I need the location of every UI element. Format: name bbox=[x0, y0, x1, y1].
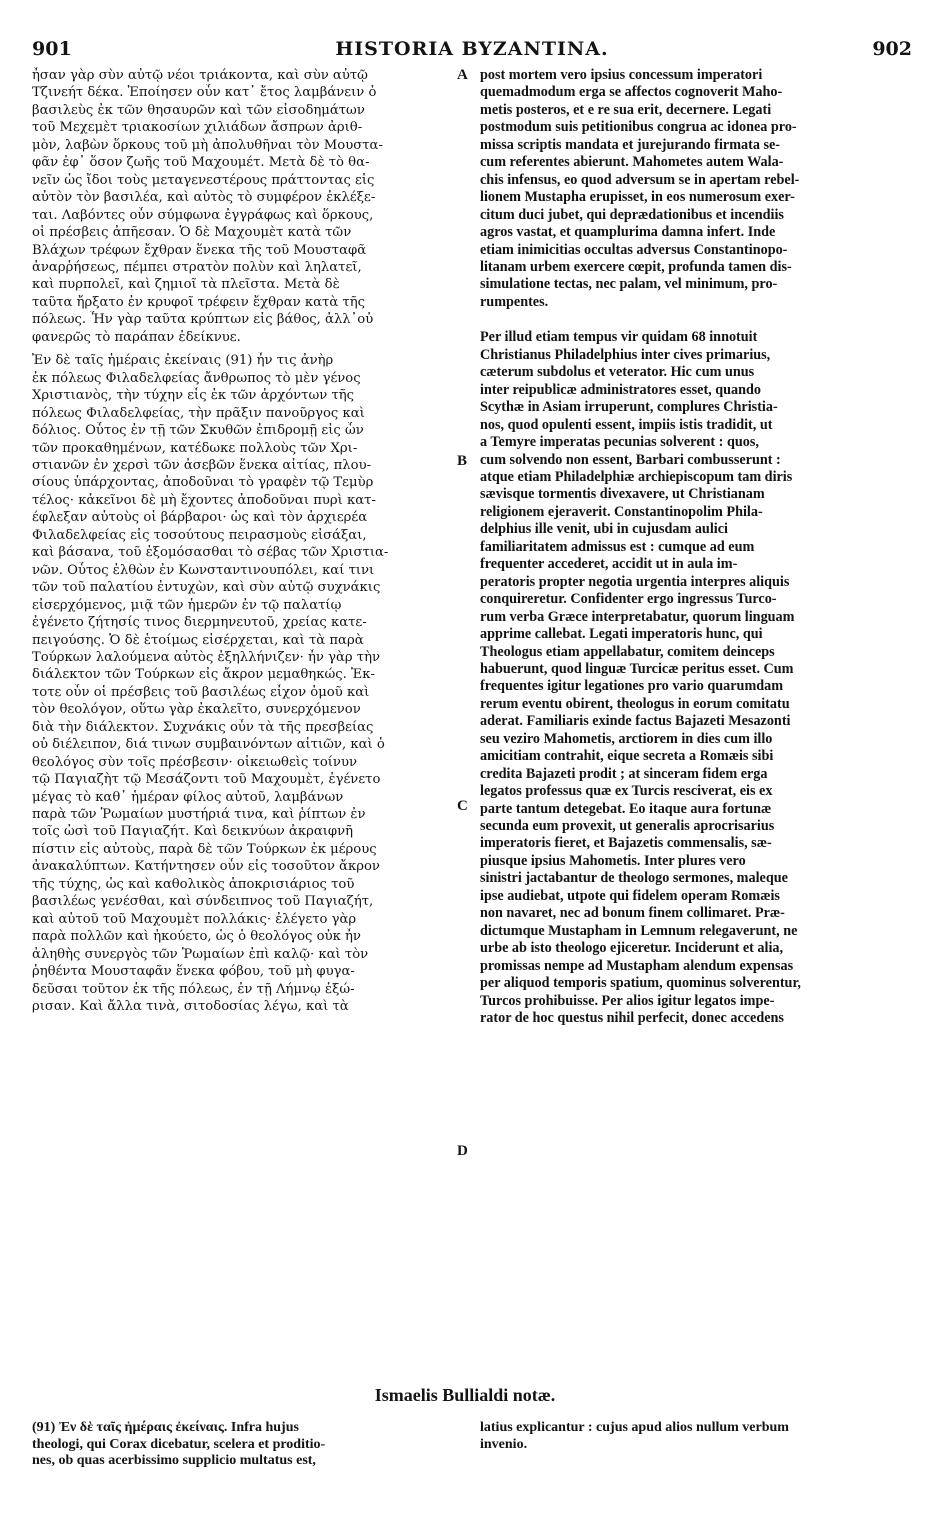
latin-text-line: piusque ipsius Mahometis. Inter plures vero bbox=[480, 852, 746, 869]
greek-text-line: Χριστιανὸς, τὴν τύχην εἷς ἐκ τῶν ἀρχόντων τῆς bbox=[32, 388, 355, 404]
greek-text-line: ρισαν. Καὶ ἄλλα τινὰ, σιτοδοσίας λέγω, καὶ τὰ bbox=[32, 999, 349, 1015]
note-line: (91) Ἐν δὲ ταῖς ἡμέραις ἐκείναις. Infra hujus bbox=[32, 1420, 299, 1435]
greek-text-line: φανερῶς τὸ παράπαν ἐδείκνυε. bbox=[32, 329, 241, 345]
running-head bbox=[32, 38, 912, 66]
greek-text-line: νεῖν ὡς ἴδοι τοὺς μεταγενεστέρους πράττοντας εἰς bbox=[32, 172, 375, 188]
latin-text-line: frequenter accederet, accidit ut in aula im- bbox=[480, 556, 738, 573]
greek-text-line: καὶ βάσανα, τοῦ ἐξομόσασθαι τὸ σέβας τῶν Χριστια- bbox=[32, 545, 389, 561]
greek-text-line: ἀνακαλύπτων. Κατήντησεν οὖν εἰς τοσοῦτον ἄκρον bbox=[32, 859, 380, 875]
greek-text-line: στιανῶν ἐν χερσὶ τῶν ἀσεβῶν ἕνεκα αἰτίας, πλου- bbox=[32, 457, 372, 473]
greek-text-line: Βλάχων τρέφων ἔχθραν ἕνεκα τῆς τοῦ Μουσταφᾶ bbox=[32, 242, 367, 258]
greek-text-line: μέγας τὸ καθ᾽ ἡμέραν φίλος αὐτοῦ, λαμβάνων bbox=[32, 789, 344, 805]
latin-text-line: legatos professus quæ ex Turcis resciverat, eis ex bbox=[480, 783, 773, 800]
latin-text-line: Per illud etiam tempus vir quidam 68 innotuit bbox=[480, 329, 758, 346]
greek-text-line: σίους ὑπάρχοντας, ἀποδοῦναι τὸ γραφὲν τῷ Τεμὺρ bbox=[32, 475, 374, 491]
notes-right-column bbox=[480, 1420, 898, 1453]
latin-text-line: simulatione tectas, nec palam, vel minimum, pro- bbox=[480, 276, 778, 293]
page-number-left: 901 bbox=[32, 38, 72, 60]
greek-text-column bbox=[32, 67, 450, 1015]
latin-text-line: sævisque tormentis divexavere, ut Christianam bbox=[480, 486, 765, 503]
latin-text-line: rum verba Græce interpretabatur, quorum linguam bbox=[480, 608, 795, 625]
greek-text-line: τοῦ Μεχεμὲτ τριακοσίων χιλιάδων ἄσπρων ἀριθ- bbox=[32, 120, 363, 136]
latin-text-line: conquireretur. Confidenter ergo ingressus Turco- bbox=[480, 591, 777, 608]
margin-marker-a: A bbox=[457, 67, 468, 83]
greek-text-line: αὐτὸν τὸν βασιλέα, καὶ αὐτὸς τὸ συμφέρον ἐκλέξε- bbox=[32, 190, 376, 206]
latin-text-line: lionem Mustapha erupisset, in eos numerosum exer- bbox=[480, 189, 795, 206]
latin-text-line: Theologus etiam appellabatur, comitem deinceps bbox=[480, 643, 775, 660]
latin-text-line: familiaritatem admissus est : cumque ad eum bbox=[480, 538, 755, 555]
greek-text-line: φᾶν ἐφ᾽ ὅσον ζωῆς τοῦ Μαχουμέτ. Μετὰ δὲ τὸ θα- bbox=[32, 155, 370, 171]
greek-text-line: καὶ αὐτοῦ τοῦ Μαχουμὲτ πολλάκις· ἐλέγετο γὰρ bbox=[32, 911, 357, 927]
latin-text-line: chis infensus, eo quod adversum se in apertam rebel- bbox=[480, 171, 800, 188]
latin-text-line: sinistri jactabantur de theologo sermones, maleque bbox=[480, 870, 788, 887]
latin-text-line: rumpentes. bbox=[480, 293, 549, 310]
latin-text-line: etiam inimicitias occultas adversus Constantinopo- bbox=[480, 241, 788, 258]
latin-text-line: parte tantum detegebat. Eo itaque aura fortunæ bbox=[480, 800, 772, 817]
latin-text-line: a Temyre imperatas pecunias solverent : quos, bbox=[480, 434, 759, 451]
greek-text-line: ται. Λαβόντες οὖν σύμφωνα ἐγγράφως καὶ ὅρκους, bbox=[32, 207, 374, 223]
latin-text-line: habuerunt, quod linguæ Turcicæ peritus esset. Cum bbox=[480, 660, 794, 677]
greek-text-line: διάλεκτον τῶν Τούρκων εἰς ἄκρον μεμαθηκώς. Ἐκ- bbox=[32, 667, 375, 683]
latin-text-line: citum duci jubet, qui deprædationibus et incendiis bbox=[480, 206, 784, 223]
latin-text-line: nos, quod opulenti essent, impiis istis tradidit, ut bbox=[480, 416, 773, 433]
latin-text-line: agros vastat, et quamplurima damna infert. Inde bbox=[480, 224, 776, 241]
greek-text-line: τοτε οὖν οἱ πρέσβεις τοῦ βασιλέως εἶχον ὁμοῦ καὶ bbox=[32, 684, 370, 700]
page-number-right: 902 bbox=[872, 38, 912, 60]
latin-text-line: credita Bajazeti prodit ; at sinceram fidem erga bbox=[480, 765, 768, 782]
latin-text-line: rator de hoc questus nihil perfecit, donec accedens bbox=[480, 1010, 784, 1027]
latin-text-column bbox=[480, 67, 898, 1027]
latin-text-line: frequentes igitur legationes pro vario quarumdam bbox=[480, 678, 784, 695]
greek-text-line: Τούρκων λαλούμενα αὐτὸς ἐξηλλήνιζεν· ἦν γὰρ τὴν bbox=[32, 649, 381, 665]
latin-text-line: Christianus Philadelphius inter cives primarius, bbox=[480, 346, 771, 363]
latin-text-line: quemadmodum erga se affectos cognoverit Maho- bbox=[480, 84, 783, 101]
note-line: invenio. bbox=[480, 1436, 528, 1452]
latin-text-line: cum solvendo non essent, Barbari combusserunt : bbox=[480, 451, 781, 468]
greek-text-line: τῶν τοῦ παλατίου ἐντυχὼν, καὶ σὺν αὐτῷ συχνάκις bbox=[32, 580, 381, 596]
greek-text-line: καὶ πυρπολεῖ, καὶ ζημιοῖ τὰ πλεῖστα. Μετὰ δὲ bbox=[32, 277, 340, 293]
latin-text-line: metis posteros, et e re sua erit, decernere. Legati bbox=[480, 101, 772, 118]
greek-text-line: οἱ πρέσβεις ἀπῆεσαν. Ὁ δὲ Μαχουμὲτ κατὰ τῶν bbox=[32, 225, 352, 241]
note-line: latius explicantur : cujus apud alios nullum verbum bbox=[480, 1420, 789, 1435]
latin-text-line: postmodum suis petitionibus congrua ac idonea pro- bbox=[480, 119, 797, 136]
greek-text-line: πόλεως Φιλαδελφείας, τὴν πρᾶξιν πανοῦργος καὶ bbox=[32, 405, 365, 421]
latin-text-line: amicitiam contrahit, eique secreta a Romæis sibi bbox=[480, 748, 774, 765]
notes-title: Ismaelis Bullialdi notæ. bbox=[374, 1385, 556, 1405]
note-line: nes, ob quas acerbissimo supplicio multatus est, bbox=[32, 1453, 316, 1468]
latin-text-line: urbe ab isto theologo ejiceretur. Inciderunt et alia, bbox=[480, 940, 784, 957]
latin-text-line: litanam urbem exercere cœpit, profunda tamen dis- bbox=[480, 258, 792, 275]
greek-text-line: τέλος· κἀκεῖνοι δὲ μὴ ἔχοντες ἀποδοῦναι πυρὶ κατ- bbox=[32, 492, 376, 508]
greek-text-line: πειγούσης. Ὁ δὲ ἑτοίμως εἰσέρχεται, καὶ τὰ παρὰ bbox=[32, 632, 364, 648]
greek-text-line: τοῖς ὠσὶ τοῦ Παγιαζήτ. Καὶ δεικνύων ἀκραιφνῆ bbox=[32, 824, 354, 840]
latin-text-line: rerum eventu obirent, theologus in eorum comitatu bbox=[480, 695, 790, 712]
greek-text-line: ἦσαν γὰρ σὺν αὐτῷ νέοι τριάκοντα, καὶ σὺν αὐτῷ bbox=[32, 68, 368, 83]
greek-text-line: τῶν προκαθημένων, κατέδωκε πολλοὺς τῶν Χρι- bbox=[32, 440, 358, 456]
greek-text-line: τὸν θεολόγον, οὕτω γὰρ ἐκαλεῖτο, συνερχόμενον bbox=[32, 702, 361, 718]
latin-text-line: missa scriptis mandata et jurejurando firmata se- bbox=[480, 136, 781, 153]
latin-text-line: per aliquod temporis spatium, quominus solverentur, bbox=[480, 975, 801, 992]
latin-text-line: inter reipublicæ administratores esset, quando bbox=[480, 381, 762, 398]
latin-text-line: religionem ejeraverit. Constantinopolim Phila- bbox=[480, 503, 763, 520]
latin-text-line: ipse audiebat, utpote qui fidelem operam Romæis bbox=[480, 887, 780, 904]
greek-text-line: ἐκ πόλεως Φιλαδελφείας ἄνθρωπος τὸ μὲν γένος bbox=[32, 370, 361, 386]
greek-text-line: Ἐν δὲ ταῖς ἡμέραις ἐκείναις (91) ἦν τις ἀνὴρ bbox=[32, 353, 334, 369]
latin-text-line: peratoris propter negotia urgentia interpres aliquis bbox=[480, 573, 790, 590]
greek-text-line: οὐ διέλειπον, διά τινων συμβαινόντων αἰτιῶν, καὶ ὁ bbox=[32, 737, 385, 753]
latin-text-line: cæterum subdolus et veterator. Hic cum unus bbox=[480, 364, 755, 381]
latin-text-line: cum referentes abierunt. Mahometes autem Wala- bbox=[480, 154, 784, 171]
greek-text-line: ἀναρῥήσεως, πέμπει στρατὸν πολὺν καὶ ληλατεῖ, bbox=[32, 259, 362, 275]
greek-text-line: ἐγένετο ζήτησίς τινος διερμηνευτοῦ, χρείας κατε- bbox=[32, 615, 367, 631]
greek-text-line: τῷ Παγιαζὴτ τῷ Μεσάζοντι τοῦ Μαχουμὲτ, ἐγένετο bbox=[32, 772, 381, 788]
greek-text-line: νῶν. Οὗτος ἐλθὼν ἐν Κωνσταντινουπόλει, καί τινι bbox=[32, 562, 375, 578]
greek-text-line: μὸν, λαβὼν ὅρκους τοῦ μὴ ἀπολυθῆναι τὸν Μουστα- bbox=[32, 137, 383, 153]
greek-text-line: Φιλαδελφείας εἰς τοσούτους πειρασμοὺς εἰσάξαι, bbox=[32, 527, 367, 543]
greek-text-line: Τζινεήτ δέκα. Ἐποίησεν οὖν κατ᾽ ἔτος λαμβάνειν ὁ bbox=[32, 85, 377, 101]
latin-text-line: secunda eum provexit, ut generalis aprocrisarius bbox=[480, 818, 775, 835]
greek-text-line: βασιλέως γενέσθαι, καὶ σύνδειπνος τοῦ Παγιαζήτ, bbox=[32, 894, 374, 910]
margin-marker-d: D bbox=[457, 1143, 468, 1159]
greek-text-line: ταῦτα ἤρξατο ἐν κρυφοῖ τρέφειν ἔχθραν κατὰ τῆς bbox=[32, 294, 366, 310]
latin-text-line: atque etiam Philadelphiæ archiepiscopum tam diris bbox=[480, 468, 793, 485]
latin-text-line: promissas nempe ad Mustapham alendum expensas bbox=[480, 957, 794, 974]
greek-text-line: παρὰ πολλῶν καὶ ἠκούετο, ὡς ὁ θεολόγος οὐκ ἦν bbox=[32, 929, 361, 945]
greek-text-line: δόλιος. Οὗτος ἐν τῇ τῶν Σκυθῶν ἐπιδρομῇ εἰς ὧν bbox=[32, 423, 364, 439]
latin-text-line: imperatoris fieret, et Bajazetis commensalis, sæ- bbox=[480, 835, 772, 852]
note-line: theologi, qui Corax dicebatur, scelera et proditio- bbox=[32, 1436, 326, 1452]
latin-text-line: non navaret, nec ad bonum finem collimaret. Præ- bbox=[480, 905, 785, 922]
latin-text-line: post mortem vero ipsius concessum imperatori bbox=[480, 67, 763, 83]
latin-text-line: seu veziro Mahometis, arctiorem in dies cum illo bbox=[480, 730, 773, 747]
greek-text-line: βασιλεὺς ἐκ τῶν θησαυρῶν καὶ τῶν εἰσοδημάτων bbox=[32, 102, 365, 118]
latin-text-line: Turcos prohibuisse. Per alios igitur legatos impe- bbox=[480, 992, 775, 1009]
greek-text-line: ῥηθέντα Μουσταφᾶν ἕνεκα φόβου, τοῦ μὴ φυγα- bbox=[32, 964, 355, 980]
greek-text-line: ἀληθὴς συνεργὸς τῶν Ῥωμαίων ἐπὶ καλῷ· καὶ τὸν bbox=[32, 946, 369, 962]
latin-text-line: delphius ille venit, ubi in cujusdam aulici bbox=[480, 521, 728, 538]
running-title: HISTORIA BYZANTINA. bbox=[335, 38, 609, 60]
greek-text-line: δεῦσαι τοῦτον ἐκ τῆς πόλεως, ἐν τῇ Λήμνῳ ἐξώ- bbox=[32, 981, 355, 997]
greek-text-line: διὰ τὴν διάλεκτον. Συχνάκις οὖν τὰ τῆς πρεσβείας bbox=[32, 719, 374, 735]
greek-text-line: θεολόγος σὺν τοῖς πρέσβεσιν· οἰκειωθεὶς τοίνυν bbox=[32, 754, 357, 770]
latin-text-line: Scythæ in Asiam irruperunt, complures Christia- bbox=[480, 399, 778, 416]
greek-text-line: παρὰ τῶν Ῥωμαίων μυστήριά τινα, καὶ ῥίπτων ἐν bbox=[32, 807, 366, 823]
margin-marker-c: C bbox=[457, 798, 468, 814]
greek-text-line: τῆς τύχης, ὡς καὶ καθολικὸς ἀποκρισιάριος τοῦ bbox=[32, 876, 355, 892]
greek-text-line: έφλεξαν αὐτοὺς οἱ βάρβαροι· ὡς καὶ τὸν ἀρχιερέα bbox=[32, 510, 368, 526]
greek-text-line: εἰσερχόμενος, μιᾷ τῶν ἡμερῶν ἐν τῷ παλατίῳ bbox=[32, 597, 342, 613]
greek-text-line: πίστιν εἰς αὐτοὺς, παρὰ δὲ τῶν Τούρκων ἐκ μέρους bbox=[32, 841, 377, 857]
greek-text-line: πόλεως. Ἦν γὰρ ταῦτα κρύπτων εἰς βάθος, ἀλλ᾽οὐ bbox=[32, 312, 374, 328]
notes-left-column bbox=[32, 1420, 462, 1470]
latin-text-line: dictumque Mustapham in Lemnum relegaverunt, ne bbox=[480, 922, 798, 939]
margin-marker-b: B bbox=[457, 453, 468, 469]
latin-text-line: aderat. Familiaris exinde factus Bajazeti Mesazonti bbox=[480, 713, 791, 730]
latin-text-line: apprime callebat. Legati imperatoris hunc, qui bbox=[480, 626, 763, 643]
